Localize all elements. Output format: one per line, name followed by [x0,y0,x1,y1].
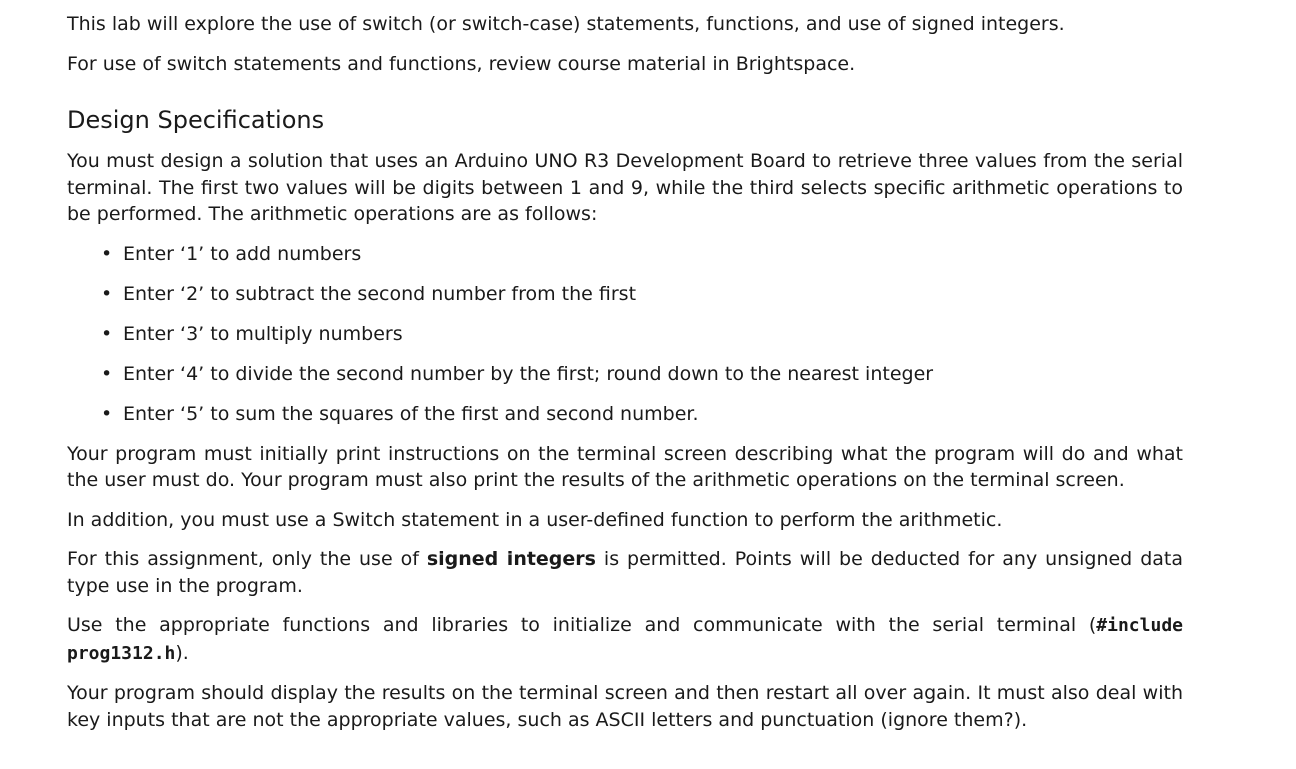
signed-integers-paragraph [67,546,1183,599]
signed-integers-emphasis: signed integers [426,548,596,571]
design-description: You must design a solution that uses an Arduino UNO R3 Development Board to retrieve three values from the serial terminal. The first two values will be digits between 1 and 9, while the third selects specific arithmetic operations to be performed. The arithmetic operations are as follows: [67,150,1183,225]
intro-paragraph-2: For use of switch statements and functions, review course material in Brightspace. [67,52,856,75]
operation-text: Enter ‘5’ to sum the squares of the first and second number. [123,402,699,425]
list-item [101,361,1183,388]
list-item [101,241,1183,268]
restart-paragraph: Your program should display the results on the terminal screen and then restart all over again. It must also deal with key inputs that are not the appropriate values, such as ASCII letters and punctuation (ignore them?). [67,682,1183,731]
list-item [101,321,1183,348]
bullet-icon: • [101,362,113,385]
bullet-icon: • [101,242,113,265]
signed-text-pre: For this assignment, only the use of [67,548,427,571]
operation-text: Enter ‘2’ to subtract the second number from the first [123,282,637,305]
program-instructions-paragraph: Your program must initially print instructions on the terminal screen describing what the program will do and what the user must do. Your program must also print the results of the arithmetic operations on the terminal screen. [67,442,1183,492]
list-item [101,281,1183,308]
operations-list [67,241,1183,428]
bullet-icon: • [101,282,113,305]
libraries-paragraph [67,612,1183,667]
libraries-text-post: ). [175,641,189,664]
switch-requirement-paragraph: In addition, you must use a Switch statement in a user-defined function to perform the arithmetic. [67,508,1003,531]
libraries-text-pre: Use the appropriate functions and libraries to initialize and communicate with the serial terminal ( [67,614,1097,637]
operation-text: Enter ‘1’ to add numbers [123,242,362,265]
bullet-icon: • [101,322,113,345]
intro-paragraph-1: This lab will explore the use of switch (or switch-case) statements, functions, and use of signed integers. [67,13,1065,35]
include-code: #include prog1312.h [67,615,1183,664]
operation-text: Enter ‘4’ to divide the second number by the first; round down to the nearest integer [123,362,934,385]
list-item [101,401,1183,428]
signed-text-post: is permitted. Points will be deducted for any unsigned data type use in the program. [67,548,1183,597]
operation-text: Enter ‘3’ to multiply numbers [123,322,403,345]
bullet-icon: • [101,402,113,425]
section-heading: Design Specifications [67,106,325,134]
